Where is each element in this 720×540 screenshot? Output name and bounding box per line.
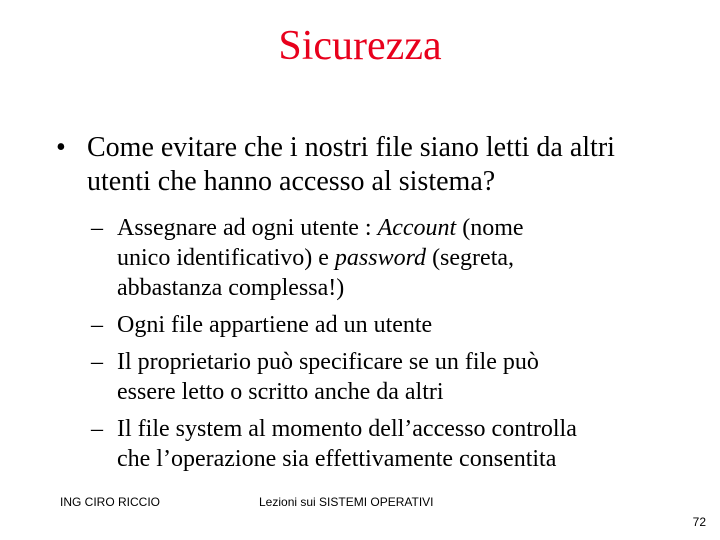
text-segment: (segreta, abbastanza complessa!) (117, 245, 515, 301)
sub-bullet-text: Ogni file appartiene ad un utente (117, 312, 433, 338)
password-term: password (334, 245, 427, 271)
bullet-marker: • (56, 132, 66, 163)
sub-bullet-text (117, 213, 691, 303)
sub-bullet-list (91, 213, 691, 481)
sub-bullet-file-owner (91, 310, 691, 340)
dash-marker: – (91, 416, 103, 442)
account-term: Account (377, 215, 457, 241)
text-segment: (nome unico identificativo) e (117, 215, 524, 271)
dash-marker: – (91, 215, 103, 241)
sub-bullet-text: Il proprietario può specificare se un file può essere letto o scritto anche da altri (117, 349, 539, 405)
text-segment: Assegnare ad ogni utente : (117, 215, 378, 241)
sub-bullet-text: Il file system al momento dell’accesso controlla che l’operazione sia effettivamente consentita (117, 416, 577, 472)
sub-bullet-permissions (91, 347, 691, 407)
sub-bullet-access-control (91, 414, 691, 474)
slide-title: Sicurezza (278, 23, 442, 69)
sub-bullet-account (91, 213, 691, 303)
main-bullet-text: Come evitare che i nostri file siano letti da altri utenti che hanno accesso al sistema? (87, 132, 615, 197)
page-number: 72 (692, 515, 706, 529)
dash-marker: – (91, 312, 103, 338)
footer-course: Lezioni sui SISTEMI OPERATIVI (259, 495, 434, 509)
footer-author: ING CIRO RICCIO (60, 495, 161, 509)
dash-marker: – (91, 349, 103, 375)
